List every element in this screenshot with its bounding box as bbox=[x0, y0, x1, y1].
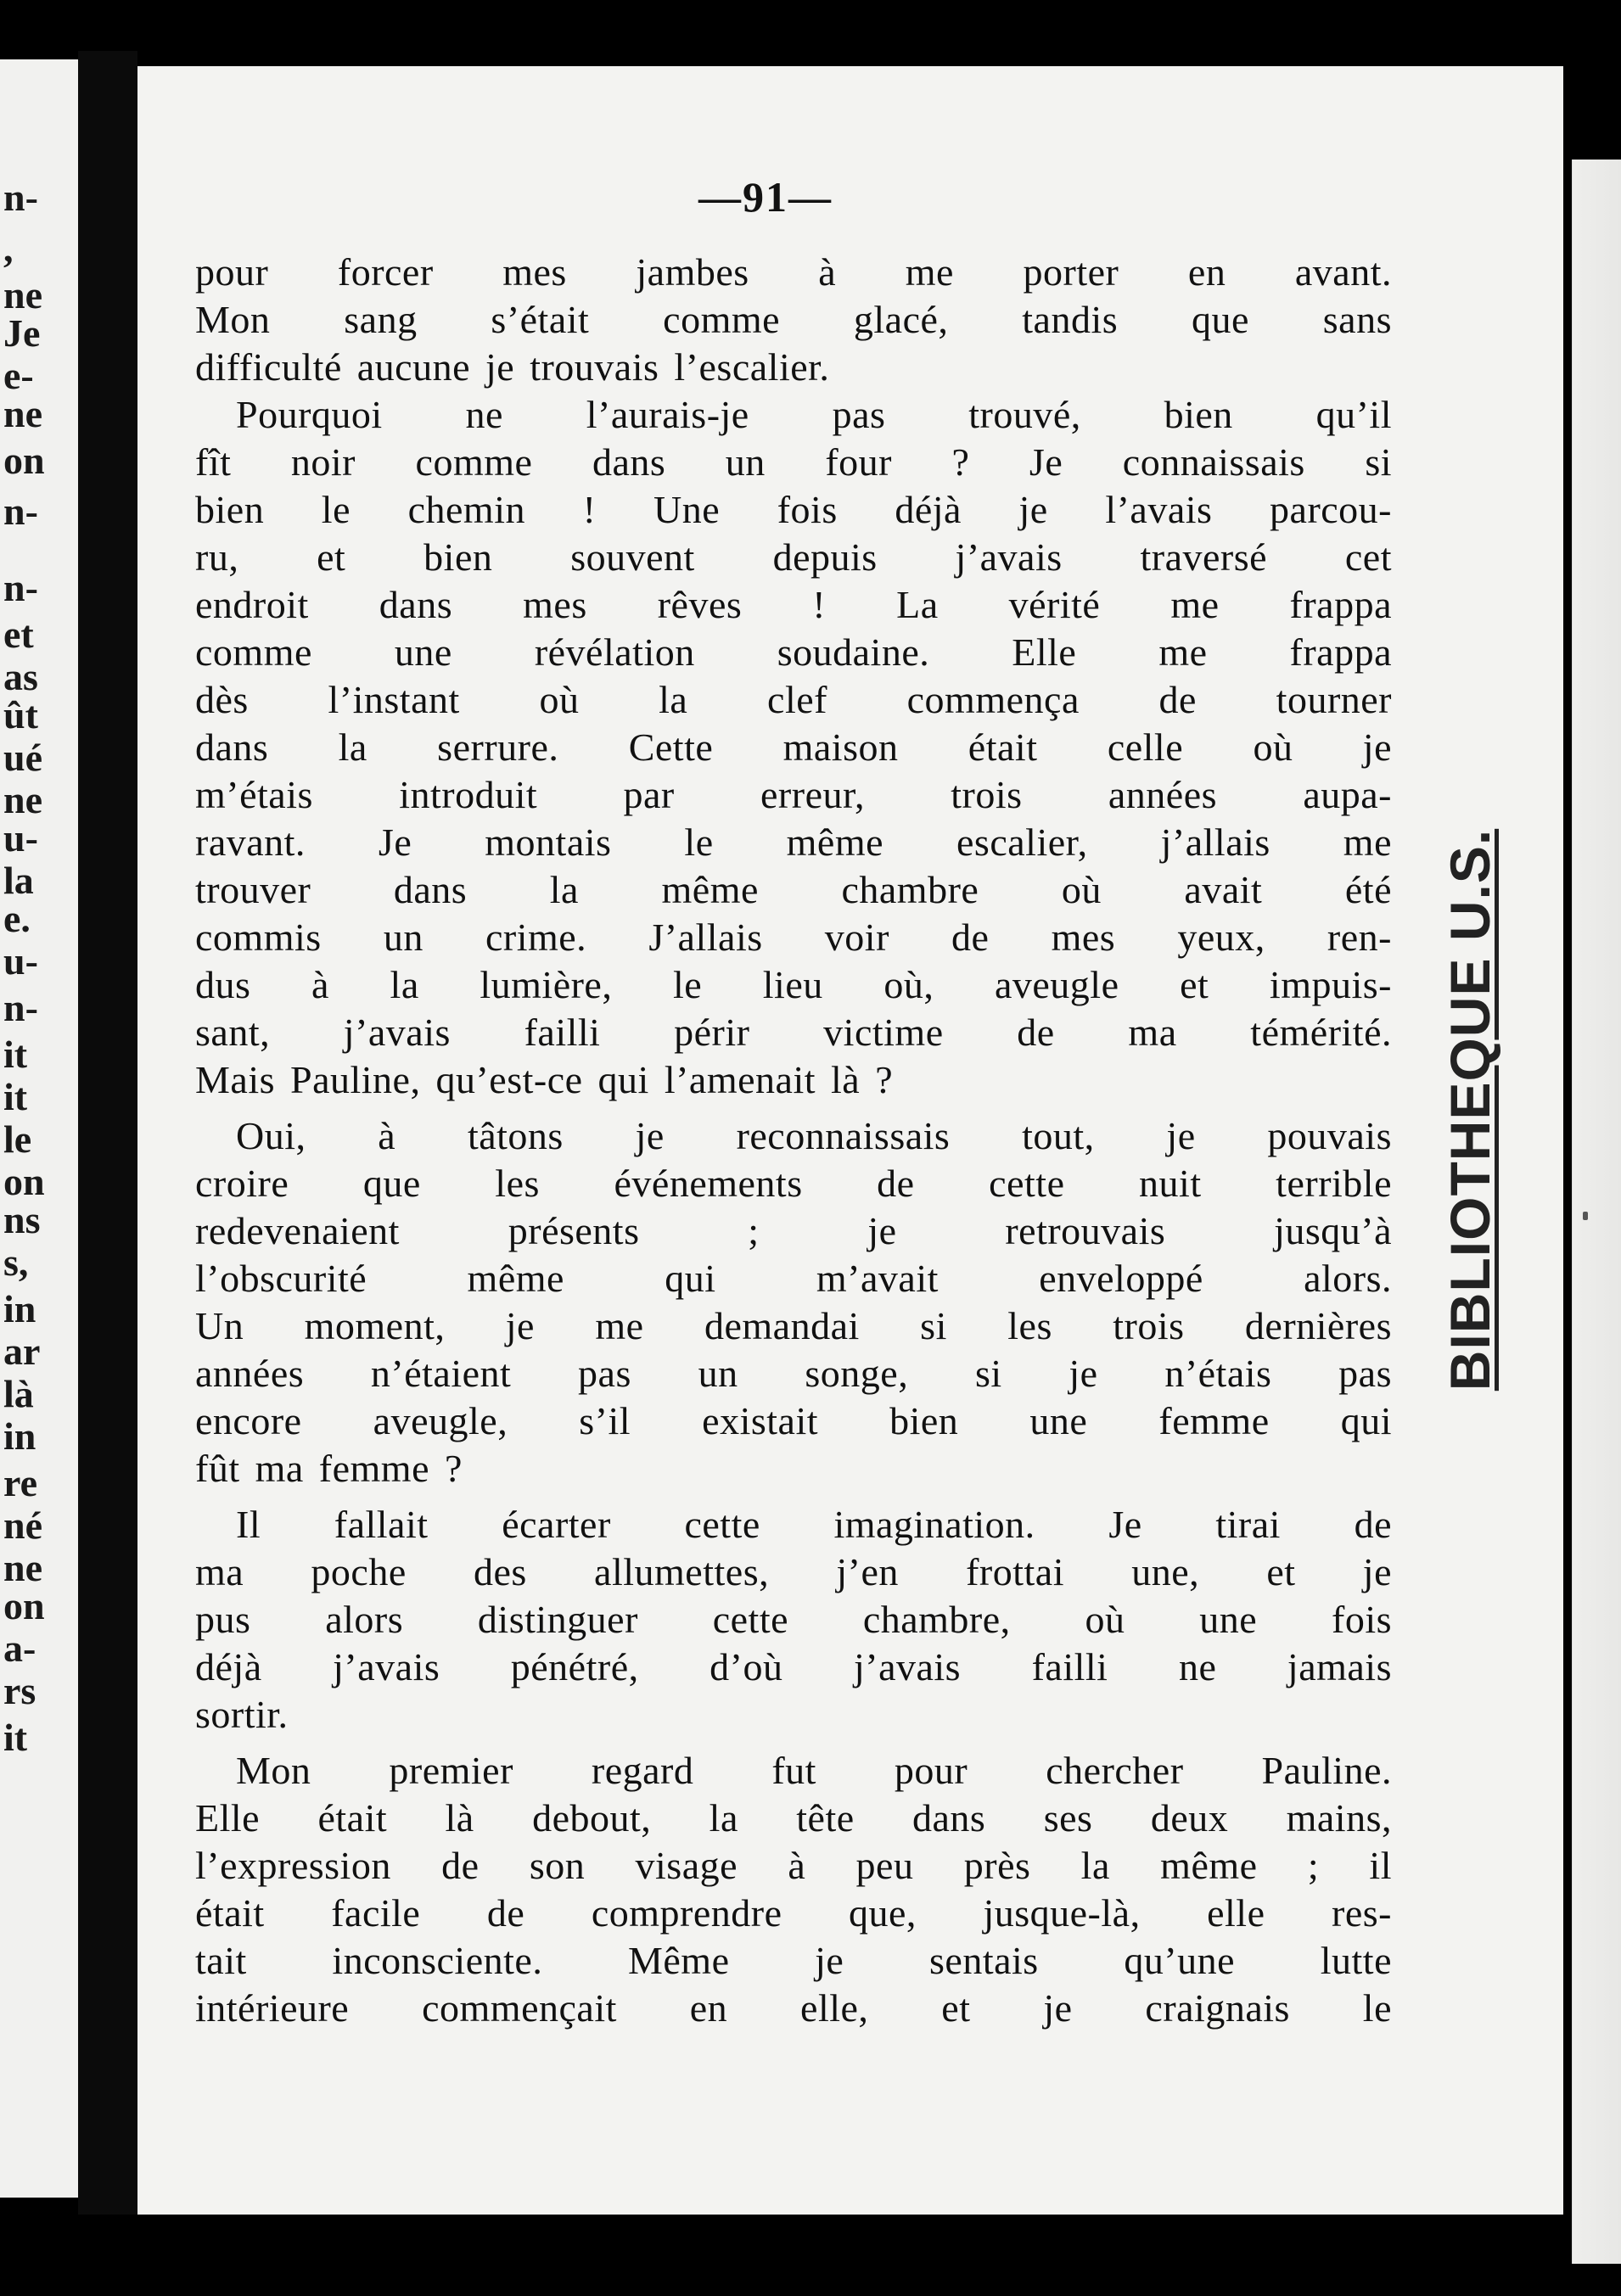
text-line: dus à la lumière, le lieu où, aveugle et impuis- bbox=[195, 963, 1392, 1006]
text-line: encore aveugle, s’il existait bien une femme qui bbox=[195, 1399, 1392, 1442]
left-page-fragment: ne bbox=[3, 1546, 42, 1589]
text-line: l’obscurité même qui m’avait enveloppé alors. bbox=[195, 1257, 1392, 1300]
book-page bbox=[137, 66, 1563, 2215]
left-page-fragment: as bbox=[3, 655, 38, 698]
text-line: tait inconsciente. Même je sentais qu’une lutte bbox=[195, 1939, 1392, 1982]
book-binding bbox=[78, 51, 137, 2215]
text-line: commis un crime. J’allais voir de mes yeux, ren- bbox=[195, 916, 1392, 959]
page-number: —91— bbox=[698, 173, 833, 221]
text-line: redevenaient présents ; je retrouvais jusqu’à bbox=[195, 1209, 1392, 1252]
text-line: ma poche des allumettes, j’en frottai une, et je bbox=[195, 1550, 1392, 1593]
speck-mark bbox=[1583, 1212, 1588, 1220]
left-page-fragment: et bbox=[3, 613, 34, 656]
text-line: bien le chemin ! Une fois déjà je l’avais parcou- bbox=[195, 488, 1392, 531]
text-line: Mon sang s’était comme glacé, tandis que sans bbox=[195, 298, 1392, 341]
text-line: était facile de comprendre que, jusque-là, elle res- bbox=[195, 1891, 1392, 1935]
text-line: fît noir comme dans un four ? Je connaissais si bbox=[195, 440, 1392, 484]
left-page-fragment: it bbox=[3, 1075, 28, 1118]
left-page-fragment: n- bbox=[3, 566, 38, 609]
left-page-fragment: ué bbox=[3, 736, 42, 779]
left-page-fragment: ne bbox=[3, 392, 42, 435]
left-page-fragment: n- bbox=[3, 490, 38, 533]
left-page-fragment: e- bbox=[3, 354, 34, 397]
left-page-fragment: , bbox=[3, 227, 14, 270]
text-line: ravant. Je montais le même escalier, j’allais me bbox=[195, 820, 1392, 864]
left-page-fragment: it bbox=[3, 1033, 28, 1076]
left-page-fragment: rs bbox=[3, 1669, 36, 1712]
left-page-fragment: re bbox=[3, 1461, 38, 1504]
left-page-fragment: ns bbox=[3, 1198, 41, 1241]
text-line: Il fallait écarter cette imagination. Je tirai de bbox=[236, 1503, 1392, 1546]
text-line: endroit dans mes rêves ! La vérité me frappa bbox=[195, 583, 1392, 626]
left-page-fragment: e. bbox=[3, 897, 31, 940]
left-page-fragment: it bbox=[3, 1716, 28, 1759]
left-page-fragment: Je bbox=[3, 311, 41, 355]
text-line: dans la serrure. Cette maison était celle où je bbox=[195, 725, 1392, 769]
left-page-fragment: là bbox=[3, 1372, 34, 1415]
left-facing-page bbox=[0, 59, 78, 2198]
text-line: Oui, à tâtons je reconnaissais tout, je pouvais bbox=[236, 1114, 1392, 1157]
text-line: l’expression de son visage à peu près la même ; il bbox=[195, 1844, 1392, 1887]
text-line: sortir. bbox=[195, 1693, 289, 1736]
library-stamp-area bbox=[1402, 828, 1538, 1392]
text-line: Mais Pauline, qu’est-ce qui l’amenait là ? bbox=[195, 1058, 894, 1101]
left-page-fragment: n- bbox=[3, 986, 38, 1029]
text-line: années n’étaient pas un songe, si je n’étais pas bbox=[195, 1352, 1392, 1395]
left-page-fragment: on bbox=[3, 1584, 45, 1627]
text-line: fût ma femme ? bbox=[195, 1447, 463, 1490]
page-fore-edge bbox=[1572, 160, 1621, 2264]
text-line: ru, et bien souvent depuis j’avais traversé cet bbox=[195, 535, 1392, 579]
left-page-fragment: on bbox=[3, 1160, 45, 1203]
text-line: Pourquoi ne l’aurais-je pas trouvé, bien qu’il bbox=[236, 393, 1392, 436]
text-line: m’étais introduit par erreur, trois années aupa- bbox=[195, 773, 1392, 816]
left-page-fragment: n- bbox=[3, 176, 38, 219]
left-page-fragment: in bbox=[3, 1414, 36, 1458]
left-page-fragment: ût bbox=[3, 693, 38, 736]
left-page-fragment: le bbox=[3, 1117, 32, 1161]
paragraph-gap bbox=[195, 1739, 1392, 1747]
text-line: difficulté aucune je trouvais l’escalier. bbox=[195, 345, 830, 389]
text-line: intérieure commençait en elle, et je craignais le bbox=[195, 1986, 1392, 2030]
left-page-fragment: ar bbox=[3, 1330, 41, 1373]
left-page-fragment: ne bbox=[3, 273, 42, 316]
library-stamp: BIBLIOTHEQUE U.S. bbox=[1439, 828, 1501, 1392]
left-page-fragment: u- bbox=[3, 939, 38, 983]
text-line: Un moment, je me demandai si les trois dernières bbox=[195, 1304, 1392, 1347]
text-line: dès l’instant où la clef commença de tourner bbox=[195, 678, 1392, 721]
left-page-fragment: ne bbox=[3, 778, 42, 821]
left-page-fragment: in bbox=[3, 1287, 36, 1330]
body-text bbox=[195, 249, 1392, 2032]
text-line: comme une révélation soudaine. Elle me frappa bbox=[195, 630, 1392, 674]
left-page-fragment: a- bbox=[3, 1627, 36, 1670]
text-line: pour forcer mes jambes à me porter en avant. bbox=[195, 250, 1392, 294]
left-page-fragment: né bbox=[3, 1504, 42, 1547]
text-line: croire que les événements de cette nuit terrible bbox=[195, 1162, 1392, 1205]
paragraph-gap bbox=[195, 1492, 1392, 1501]
left-page-fragment: la bbox=[3, 859, 34, 902]
paragraph-gap bbox=[195, 1104, 1392, 1112]
text-line: Elle était là debout, la tête dans ses deux mains, bbox=[195, 1796, 1392, 1840]
left-page-fragment: on bbox=[3, 439, 45, 482]
left-page-fragment: s, bbox=[3, 1240, 29, 1284]
text-line: pus alors distinguer cette chambre, où une fois bbox=[195, 1598, 1392, 1641]
text-line: déjà j’avais pénétré, d’où j’avais failli ne jamais bbox=[195, 1645, 1392, 1688]
text-line: trouver dans la même chambre où avait été bbox=[195, 868, 1392, 911]
text-line: Mon premier regard fut pour chercher Pauline. bbox=[236, 1749, 1392, 1792]
text-line: sant, j’avais failli périr victime de ma témérité. bbox=[195, 1011, 1392, 1054]
left-page-fragment: u- bbox=[3, 816, 38, 860]
